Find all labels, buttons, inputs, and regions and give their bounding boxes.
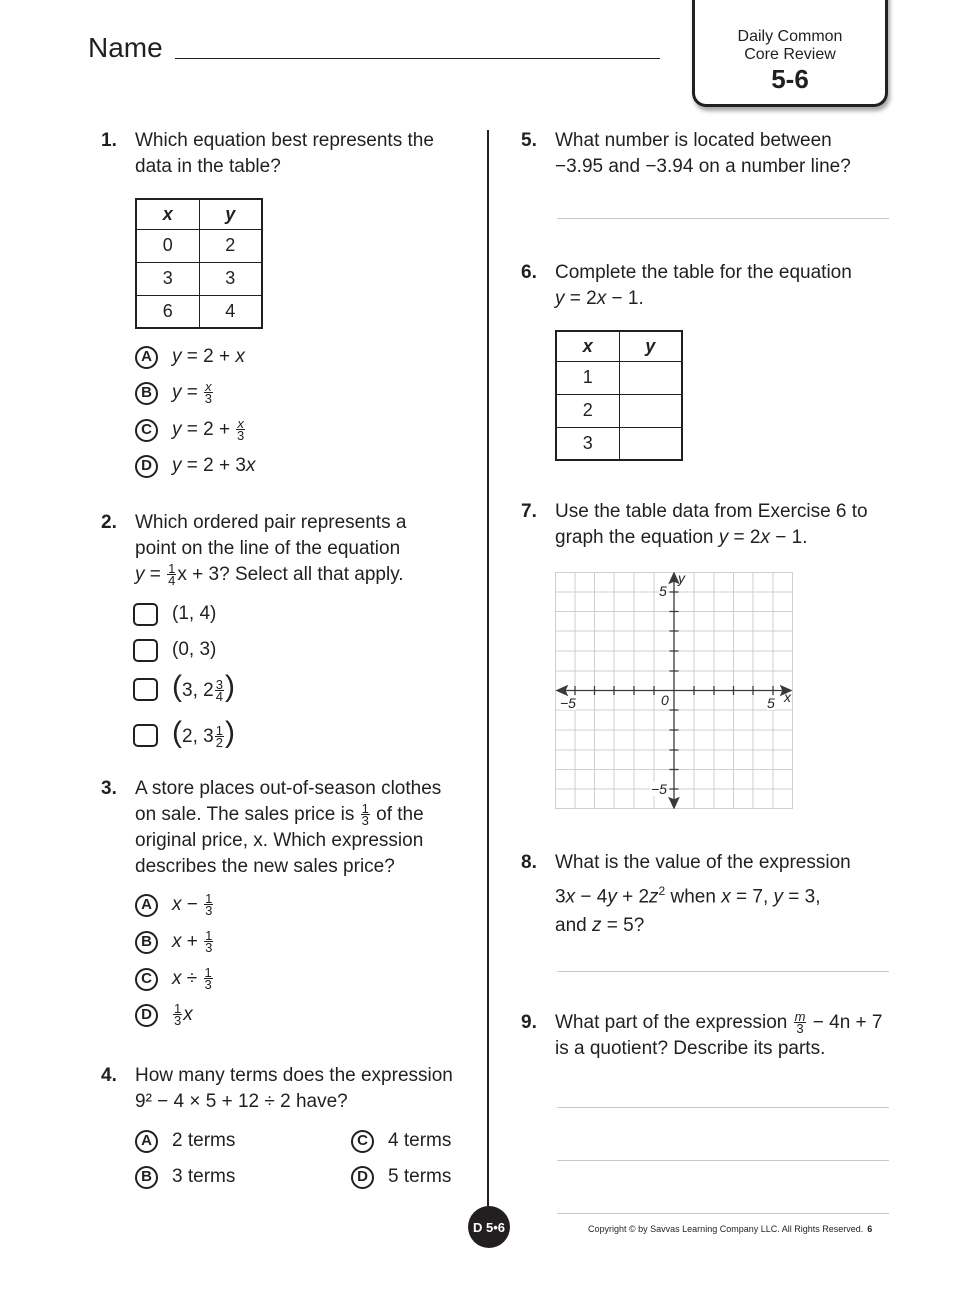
- question-text: $3x - 4y + 2z^2$ when x = 7, y = 3,: [555, 884, 821, 908]
- table-row: [136, 295, 262, 328]
- table-cell: 1: [556, 361, 619, 394]
- question-text: data in the table?: [135, 156, 281, 177]
- question-number: 9.: [521, 1012, 537, 1033]
- option-text: y = 2 + $\frac{x}{3}$: [172, 416, 245, 444]
- table-cell: 6: [136, 295, 199, 328]
- question-text: on sale. The sales price is $\frac{1}{3}$ of the: [135, 801, 424, 829]
- q2-option-1[interactable]: [133, 602, 216, 626]
- q6-input-table: [555, 330, 683, 461]
- q1-option-c[interactable]: [135, 418, 246, 442]
- answer-bubble-b[interactable]: B: [135, 382, 158, 405]
- answer-line-q9-2[interactable]: [557, 1160, 889, 1161]
- coordinate-plane-svg: [555, 572, 793, 809]
- page-code-badge: D 5•6: [468, 1206, 510, 1248]
- question-number: 4.: [101, 1065, 117, 1086]
- question-text: y = 2x − 1.: [555, 288, 644, 309]
- table-cell: 3: [556, 427, 619, 460]
- y-answer-cell[interactable]: [619, 427, 682, 460]
- question-text-part: − 4n + 7: [812, 1012, 883, 1033]
- option-text: x − $\frac{1}{3}$: [172, 891, 213, 919]
- y-axis-label: y: [678, 570, 685, 586]
- question-4: [101, 1063, 453, 1115]
- option-text: x + $\frac{1}{3}$: [172, 928, 213, 956]
- table-row: [136, 229, 262, 262]
- x-axis-label: x: [784, 689, 791, 705]
- q1-data-table: [135, 198, 263, 329]
- q4-option-a[interactable]: [135, 1129, 235, 1153]
- review-badge: [692, 0, 888, 107]
- table-cell: 2: [556, 394, 619, 427]
- option-text: y = $\frac{x}{3}$: [172, 379, 213, 407]
- option-text: y = 2 + 3x: [172, 455, 256, 476]
- q2-option-3[interactable]: [133, 670, 235, 705]
- question-7: [521, 499, 868, 551]
- answer-bubble-d[interactable]: D: [351, 1166, 374, 1189]
- question-text: A store places out-of-season clothes: [135, 778, 442, 799]
- q4-option-d[interactable]: [351, 1165, 451, 1189]
- option-text: (1, 4): [172, 603, 217, 624]
- y-max-label: 5: [659, 583, 667, 599]
- question-text: How many terms does the expression: [135, 1065, 453, 1086]
- badge-title-line2: Core Review: [744, 46, 836, 63]
- name-label: Name: [88, 32, 163, 63]
- table-row: [556, 427, 682, 460]
- q3-option-c[interactable]: [135, 967, 214, 991]
- option-text: 5 terms: [388, 1166, 452, 1187]
- question-text: describes the new sales price?: [135, 856, 395, 877]
- q1-option-b[interactable]: [135, 381, 214, 405]
- answer-bubble-b[interactable]: B: [135, 931, 158, 954]
- footer-rule: [557, 1213, 889, 1214]
- checkbox[interactable]: [133, 603, 158, 626]
- question-3: [101, 776, 442, 880]
- question-2: [101, 510, 407, 589]
- question-text-part: on sale. The sales price is: [135, 804, 355, 825]
- question-text: 9² − 4 × 5 + 12 ÷ 2 have?: [135, 1091, 348, 1112]
- q1-option-a[interactable]: [135, 345, 245, 369]
- table-header-y: y: [199, 199, 262, 229]
- q4-option-b[interactable]: [135, 1165, 235, 1189]
- option-text: (0, 3): [172, 639, 217, 660]
- table-header-y: y: [619, 331, 682, 361]
- question-text-suffix: x + 3? Select all that apply.: [177, 564, 404, 585]
- table-cell: 4: [199, 295, 262, 328]
- name-input-line[interactable]: [175, 58, 660, 59]
- question-number: 2.: [101, 512, 117, 533]
- question-text: is a quotient? Describe its parts.: [555, 1038, 826, 1059]
- badge-lesson-number: 5-6: [771, 64, 809, 94]
- checkbox[interactable]: [133, 678, 158, 701]
- table-row: [556, 361, 682, 394]
- question-text: original price, x. Which expression: [135, 830, 424, 851]
- question-text: Complete the table for the equation: [555, 262, 852, 283]
- question-number: 5.: [521, 130, 537, 151]
- checkbox[interactable]: [133, 724, 158, 747]
- answer-bubble-c[interactable]: C: [351, 1130, 374, 1153]
- q3-option-b[interactable]: [135, 930, 214, 954]
- option-text: y = 2 + x: [172, 346, 245, 367]
- answer-bubble-d[interactable]: D: [135, 1004, 158, 1027]
- answer-line-q9-1[interactable]: [557, 1107, 889, 1108]
- option-text: 3 terms: [172, 1166, 236, 1187]
- copyright-text: Copyright © by Savvas Learning Company LLC. All Rights Reserved.: [588, 1224, 864, 1234]
- question-text-part: What part of the expression: [555, 1012, 788, 1033]
- table-header-x: x: [556, 331, 619, 361]
- answer-bubble-a[interactable]: A: [135, 346, 158, 369]
- question-9: [521, 1009, 883, 1062]
- answer-bubble-a[interactable]: A: [135, 894, 158, 917]
- table-row: [556, 394, 682, 427]
- question-text: What part of the expression $\frac{m}{3}$ − 4n + 7: [555, 1009, 883, 1037]
- answer-bubble-d[interactable]: D: [135, 455, 158, 478]
- table-header-x: x: [136, 199, 199, 229]
- q2-option-2[interactable]: [133, 638, 216, 662]
- question-text: and z = 5?: [555, 915, 645, 937]
- question-text: −3.95 and −3.94 on a number line?: [555, 156, 851, 177]
- option-text: $\frac{1}{3}$ x: [174, 1001, 193, 1029]
- table-cell: 3: [136, 262, 199, 295]
- answer-line-q5[interactable]: [557, 218, 889, 219]
- coordinate-grid[interactable]: [555, 572, 793, 809]
- y-answer-cell[interactable]: [619, 361, 682, 394]
- answer-line-q8[interactable]: [557, 971, 889, 972]
- question-text: graph the equation y = 2x − 1.: [555, 527, 808, 548]
- question-text: Which ordered pair represents a: [135, 512, 407, 533]
- table-cell: 3: [199, 262, 262, 295]
- badge-title-line1: Daily Common: [737, 28, 843, 45]
- question-number: 3.: [101, 778, 117, 799]
- question-number: 1.: [101, 130, 117, 151]
- option-text: 4 terms: [388, 1130, 452, 1151]
- question-text: What number is located between: [555, 130, 832, 151]
- question-text: Which equation best represents the: [135, 130, 434, 151]
- q3-option-a[interactable]: [135, 893, 214, 917]
- q1-option-d[interactable]: [135, 454, 255, 478]
- answer-bubble-c[interactable]: C: [135, 419, 158, 442]
- q2-option-4[interactable]: [133, 716, 235, 751]
- question-6: [521, 260, 852, 312]
- answer-bubble-c[interactable]: C: [135, 968, 158, 991]
- question-number: 7.: [521, 501, 537, 522]
- option-text: x ÷ $\frac{1}{3}$: [172, 965, 212, 993]
- table-cell: 2: [199, 229, 262, 262]
- answer-bubble-a[interactable]: A: [135, 1130, 158, 1153]
- option-text: (3, 2 $\frac{3}{4}$ ): [172, 670, 235, 705]
- question-text: y = $\frac{1}{4}$ x + 3? Select all that apply.: [135, 561, 404, 589]
- copyright-notice: [588, 1224, 872, 1234]
- option-text: 2 terms: [172, 1130, 236, 1151]
- question-5: [521, 128, 851, 180]
- origin-label: 0: [661, 692, 669, 708]
- question-text-part: of the: [376, 804, 424, 825]
- answer-bubble-b[interactable]: B: [135, 1166, 158, 1189]
- q3-option-d[interactable]: [135, 1003, 193, 1027]
- checkbox[interactable]: [133, 639, 158, 662]
- question-8: [521, 848, 851, 940]
- column-divider: [487, 130, 489, 1220]
- question-text: What is the value of the expression: [555, 852, 851, 873]
- page-number: 6: [867, 1224, 873, 1234]
- y-answer-cell[interactable]: [619, 394, 682, 427]
- y-min-label: −5: [651, 781, 667, 797]
- question-1: [101, 128, 434, 180]
- question-text: Use the table data from Exercise 6 to: [555, 501, 868, 522]
- x-min-label: −5: [560, 695, 576, 711]
- table-row: [136, 262, 262, 295]
- option-text: (2, 3 $\frac{1}{2}$ ): [172, 716, 235, 751]
- question-number: 6.: [521, 262, 537, 283]
- table-cell: 0: [136, 229, 199, 262]
- q4-option-c[interactable]: [351, 1129, 451, 1153]
- x-max-label: 5: [767, 695, 775, 711]
- question-text: point on the line of the equation: [135, 538, 401, 559]
- question-number: 8.: [521, 852, 537, 873]
